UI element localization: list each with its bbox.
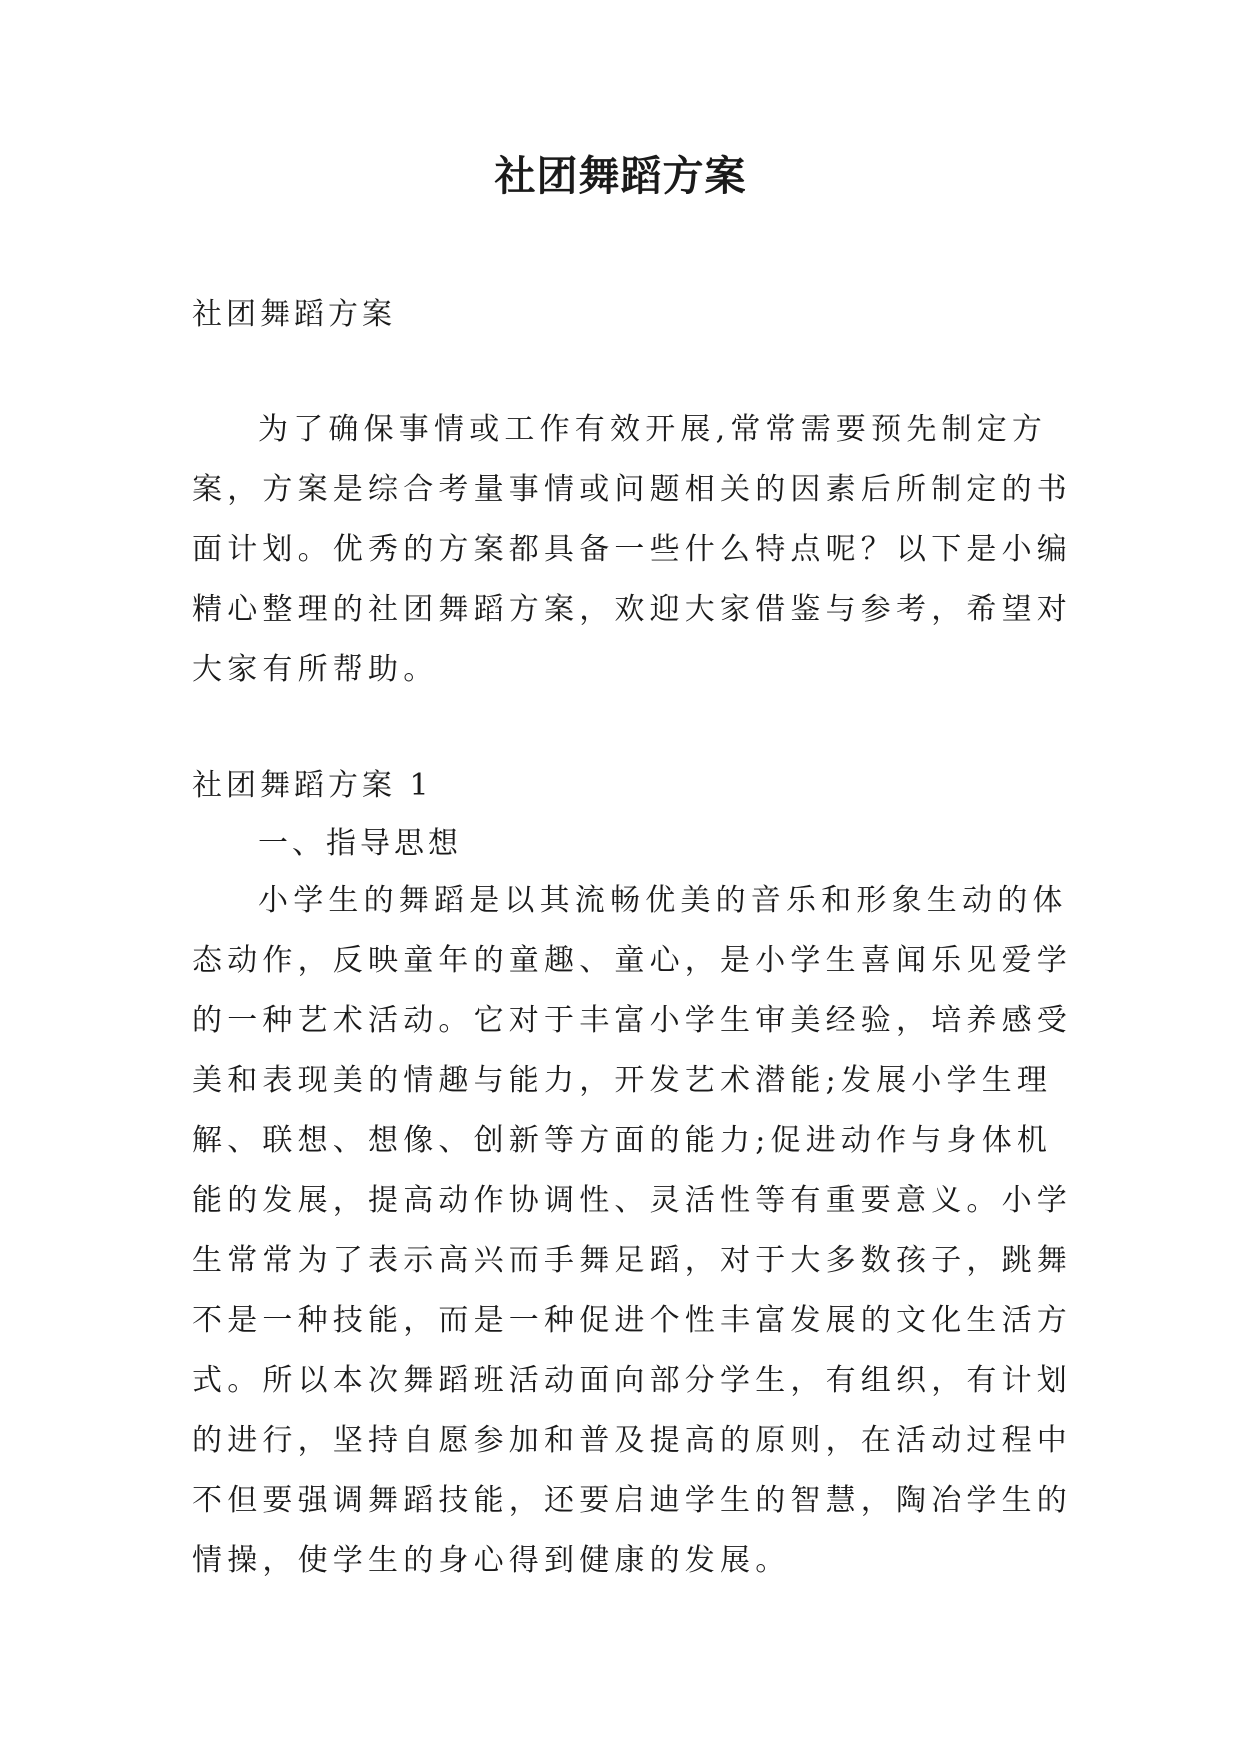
- document-title: 社团舞蹈方案: [494, 152, 747, 200]
- section-heading: 一、指导思想: [258, 826, 462, 861]
- section-title: 社团舞蹈方案 1: [192, 768, 433, 803]
- intro-paragraph: 为了确保事情或工作有效开展,常常需要预先制定方案，方案是综合考量事情或问题相关的因素后所制定的书面计划。优秀的方案都具备一些什么特点呢？以下是小编精心整理的社团舞蹈方案，欢迎大家借鉴与参考，希望对大家有所帮助。: [192, 412, 1072, 687]
- body-paragraph: 小学生的舞蹈是以其流畅优美的音乐和形象生动的体态动作，反映童年的童趣、童心，是小学生喜闻乐见爱学的一种艺术活动。它对于丰富小学生审美经验，培养感受美和表现美的情趣与能力，开发艺术潜能;发展小学生理解、联想、想像、创新等方面的能力;促进动作与身体机能的发展，提高动作协调性、灵活性等有重要意义。小学生常常为了表示高兴而手舞足蹈，对于大多数孩子，跳舞不是一种技能，而是一种促进个性丰富发展的文化生活方式。所以本次舞蹈班活动面向部分学生，有组织，有计划的进行，坚持自愿参加和普及提高的原则，在活动过程中不但要强调舞蹈技能，还要启迪学生的智慧，陶冶学生的情操，使学生的身心得到健康的发展。: [192, 883, 1072, 1578]
- document-subtitle: 社团舞蹈方案: [192, 297, 396, 332]
